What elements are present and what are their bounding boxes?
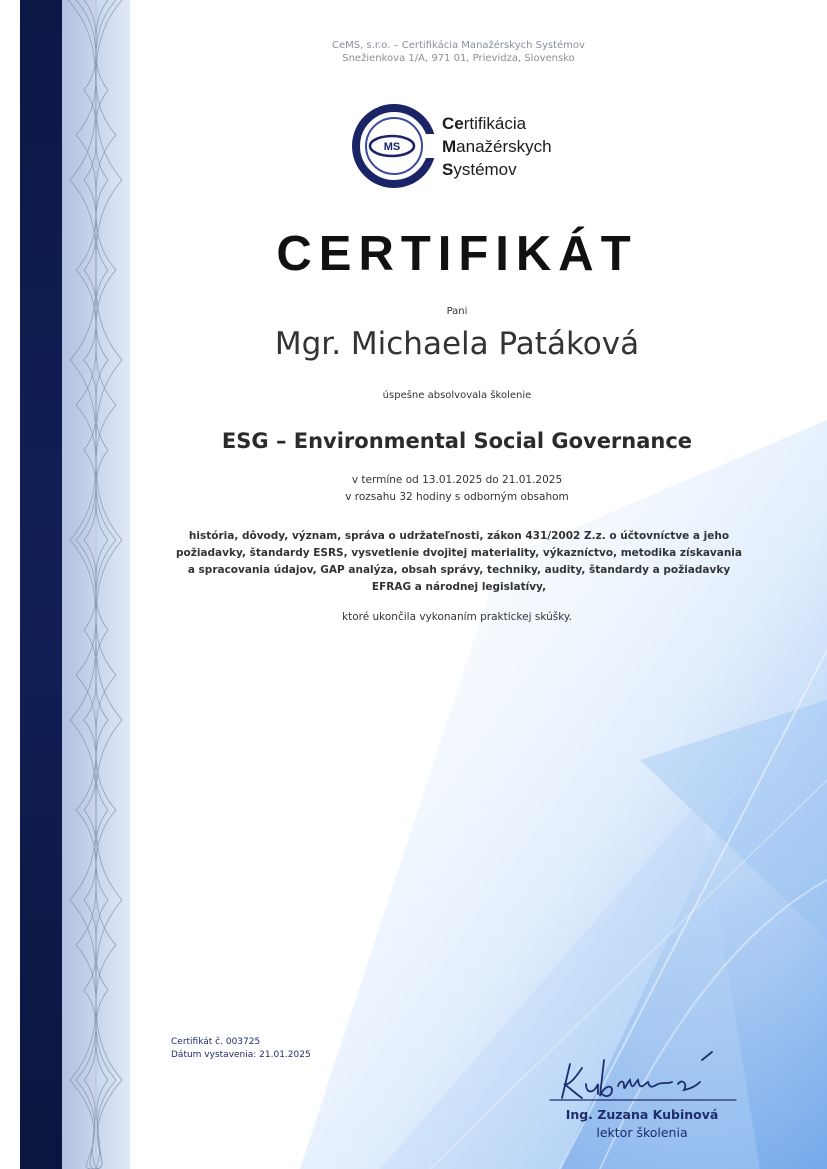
left-border-band [20,0,62,1169]
issue-date: Dátum vystavenia: 21.01.2025 [171,1050,311,1060]
course-dates: v termíne od 13.01.2025 do 21.01.2025 [351,474,563,486]
logo-line2-initial: M [442,137,457,156]
certificate-title: CERTIFIKÁT [276,227,638,281]
signature-image [548,1050,738,1106]
issuer-address [0,39,827,65]
issuer-line-address: Snežienkova 1/A, 971 01, Prievidza, Slovensko [342,53,575,64]
cems-logo [352,104,582,188]
content-line: história, dôvody, význam, správa o udržateľnosti, zákon 431/2002 Z.z. o účtovníctve a jeho [188,530,730,542]
content-line: požiadavky, štandardy ESRS, vysvetlenie dvojitej materiality, výkazníctvo, metodika získavania [175,547,742,559]
certificate-number: Certifikát č. 003725 [171,1037,261,1047]
salutation: Pani [446,306,468,317]
logo-line3-rest: ystémov [453,160,517,179]
signatory-name: Ing. Zuzana Kubinová [565,1107,719,1122]
completion-text: úspešne absolvovala školenie [382,390,532,401]
logo-line1-initial: Ce [442,114,464,133]
signatory-role: lektor školenia [596,1125,688,1140]
logo-wordmark [442,112,552,181]
content-line: EFRAG a národnej legislatívy, [371,581,547,593]
logo-line3-initial: S [442,160,454,179]
recipient-name: Mgr. Michaela Patáková [274,326,640,362]
closing-text: ktoré ukončila vykonaním praktickej skúšky. [342,611,572,623]
logo-mark-text: MS [383,141,401,153]
course-scope: v rozsahu 32 hodiny s odborným obsahom [345,491,569,503]
course-content [150,528,768,596]
guilloche-ornament [62,0,130,1169]
certificate-info [171,1036,311,1062]
content-line: a spracovania údajov, GAP analýza, obsah správy, techniky, audity, štandardy a požiadavky [187,564,731,576]
logo-line1-rest: rtifikácia [463,114,527,133]
issuer-line-company: CeMS, s.r.o. – Certifikácia Manažérskych Systémov [332,40,585,51]
course-title: ESG – Environmental Social Governance [221,429,693,453]
course-terms [0,472,827,506]
cems-logo-icon [352,104,438,188]
logo-line2-rest: anažérskych [456,137,552,156]
